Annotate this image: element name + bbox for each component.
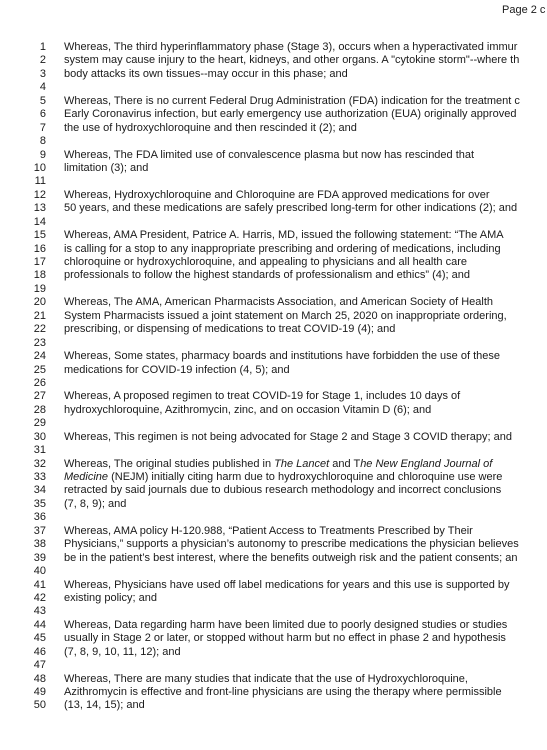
line-text <box>64 54 519 67</box>
document-line <box>0 404 547 417</box>
text-segment: professionals to follow the highest standards of professionalism and ethics” (4); and <box>64 269 470 282</box>
document-line <box>0 243 547 256</box>
line-text <box>64 122 357 135</box>
line-number: 32 <box>33 457 46 470</box>
line-text <box>64 404 431 417</box>
document-line <box>0 81 547 94</box>
text-segment: hydroxychloroquine, Azithromycin, zinc, and on occasion Vitamin D (6); and <box>64 403 432 416</box>
line-number: 42 <box>33 591 46 604</box>
text-segment: the use of hydroxychloroquine and then rescinded it (2); and <box>64 121 357 134</box>
line-text <box>64 149 474 162</box>
line-number: 8 <box>39 135 46 148</box>
document-line <box>0 673 547 686</box>
line-text <box>64 458 492 471</box>
text-segment: Physicians,” supports a physician’s autonomy to prescribe medications the physician believes <box>64 538 519 551</box>
line-text <box>64 673 468 686</box>
line-number: 29 <box>33 417 46 430</box>
line-number: 18 <box>33 269 46 282</box>
document-line <box>0 135 547 148</box>
line-number: 23 <box>33 336 46 349</box>
line-number: 50 <box>33 699 46 712</box>
line-number: 21 <box>33 309 46 322</box>
text-segment: body attacks its own tissues--may occur in this phase; and <box>64 67 348 80</box>
line-number: 10 <box>33 161 46 174</box>
text-segment: Whereas, Physicians have used off label medications for years and this use is supported by <box>64 578 510 591</box>
line-number: 28 <box>33 403 46 416</box>
line-text <box>64 189 490 202</box>
line-number: 44 <box>33 618 46 631</box>
text-segment: (NEJM) initially citing harm due to hydroxychloroquine and chloroquine use were <box>108 471 503 483</box>
line-number: 31 <box>33 444 46 457</box>
line-number: 41 <box>33 578 46 591</box>
line-text <box>64 269 470 282</box>
italic-text-segment: he New England Journal of <box>360 457 493 470</box>
line-number: 25 <box>33 363 46 376</box>
document-body <box>0 41 547 713</box>
line-number: 17 <box>33 256 46 268</box>
text-segment: Whereas, This regimen is not being advocated for Stage 2 and Stage 3 COVID therapy; and <box>64 430 513 443</box>
line-number: 2 <box>39 54 46 67</box>
italic-text-segment: Medicine <box>64 471 109 483</box>
text-segment: Whereas, The third hyperinflammatory phase (Stage 3), occurs when a hyperactivated immur <box>64 41 518 53</box>
document-line <box>0 592 547 605</box>
document-line <box>0 605 547 618</box>
document-line <box>0 552 547 565</box>
text-segment: 50 years, and these medications are safely prescribed long-term for other indications (2); and <box>64 202 518 215</box>
document-line <box>0 659 547 672</box>
text-segment: Whereas, Data regarding harm have been limited due to poorly designed studies or studies <box>64 618 508 631</box>
line-number: 7 <box>39 121 46 134</box>
line-text <box>64 525 473 538</box>
line-number: 4 <box>39 81 46 94</box>
document-line <box>0 269 547 282</box>
document-line <box>0 458 547 471</box>
line-number: 48 <box>33 672 46 685</box>
line-number: 5 <box>39 94 46 107</box>
line-text <box>64 256 467 269</box>
document-line <box>0 484 547 497</box>
line-text <box>64 552 518 565</box>
line-number: 34 <box>33 484 46 497</box>
line-number: 40 <box>33 565 46 578</box>
text-segment: Whereas, There is no current Federal Drug Administration (FDA) indication for the treatment c <box>64 94 520 107</box>
line-text <box>64 229 504 242</box>
line-number: 30 <box>33 430 46 443</box>
line-number: 47 <box>33 659 46 672</box>
document-line <box>0 417 547 430</box>
line-number: 12 <box>33 188 46 201</box>
document-line <box>0 686 547 699</box>
text-segment: Whereas, Some states, pharmacy boards and institutions have forbidden the use of these <box>64 350 500 363</box>
line-text <box>64 619 507 632</box>
document-line <box>0 256 547 269</box>
line-number: 38 <box>33 538 46 551</box>
line-number: 22 <box>33 323 46 336</box>
text-segment: Whereas, A proposed regimen to treat COVID-19 for Stage 1, includes 10 days of <box>64 390 461 403</box>
document-line <box>0 229 547 242</box>
document-line <box>0 619 547 632</box>
text-segment: chloroquine or hydroxychloroquine, and appealing to physicians and all health care <box>64 256 467 268</box>
line-number: 11 <box>34 175 46 188</box>
text-segment: existing policy; and <box>64 591 157 604</box>
line-number: 6 <box>39 108 46 121</box>
document-line <box>0 337 547 350</box>
document-line <box>0 471 547 484</box>
line-text <box>64 95 520 108</box>
document-line <box>0 108 547 121</box>
line-text <box>64 431 512 444</box>
text-segment: and T <box>329 457 361 470</box>
line-text <box>64 632 506 645</box>
text-segment: Whereas, AMA President, Patrice A. Harris, MD, issued the following statement: “The AMA <box>64 229 504 242</box>
line-text <box>64 699 145 712</box>
line-number: 19 <box>33 282 46 295</box>
document-line <box>0 646 547 659</box>
line-text <box>64 498 126 511</box>
line-number: 15 <box>33 229 46 242</box>
document-line <box>0 296 547 309</box>
text-segment: be in the patient’s best interest, where the benefits outweigh risk and the patient consents; an <box>64 551 518 564</box>
line-number: 45 <box>33 632 46 645</box>
line-text <box>64 364 290 377</box>
document-line <box>0 41 547 54</box>
line-text <box>64 471 502 484</box>
line-text <box>64 484 501 497</box>
document-line <box>0 632 547 645</box>
line-number: 13 <box>33 202 46 215</box>
line-number: 9 <box>39 148 46 161</box>
line-text <box>64 202 517 215</box>
document-line <box>0 350 547 363</box>
line-number: 27 <box>33 390 46 403</box>
text-segment: limitation (3); and <box>64 161 149 174</box>
text-segment: (13, 14, 15); and <box>64 699 145 712</box>
document-line <box>0 498 547 511</box>
line-number: 14 <box>33 215 46 228</box>
document-line <box>0 122 547 135</box>
line-text <box>64 592 157 605</box>
line-text <box>64 350 500 363</box>
text-segment: Whereas, Hydroxychloroquine and Chloroquine are FDA approved medications for over <box>64 188 490 201</box>
text-segment: (7, 8, 9, 10, 11, 12); and <box>64 645 181 658</box>
document-line <box>0 431 547 444</box>
line-text <box>64 686 502 699</box>
document-line <box>0 538 547 551</box>
text-segment: Whereas, The original studies published in <box>64 457 275 470</box>
line-number: 46 <box>33 645 46 658</box>
line-text <box>64 579 510 592</box>
document-line <box>0 699 547 712</box>
document-line <box>0 95 547 108</box>
line-number: 3 <box>39 67 46 80</box>
line-text <box>64 390 460 403</box>
text-segment: retracted by said journals due to dubious research methodology and incorrect conclusions <box>64 484 502 497</box>
line-text <box>64 68 348 81</box>
line-number: 49 <box>33 686 46 698</box>
line-number: 43 <box>33 605 46 618</box>
line-text <box>64 296 493 309</box>
line-text <box>64 538 519 551</box>
text-segment: is calling for a stop to any inappropriate prescribing and ordering of medications, including <box>64 242 501 255</box>
line-number: 33 <box>33 471 46 483</box>
text-segment: medications for COVID-19 infection (4, 5); and <box>64 363 290 376</box>
text-segment: Early Coronavirus infection, but early emergency use authorization (EUA) originally approved <box>64 108 517 121</box>
text-segment: prescribing, or dispensing of medications to treat COVID-19 (4); and <box>64 323 396 336</box>
document-line <box>0 390 547 403</box>
document-line <box>0 216 547 229</box>
line-text <box>64 310 507 323</box>
document-line <box>0 283 547 296</box>
line-text <box>64 108 516 121</box>
document-line <box>0 162 547 175</box>
document-line <box>0 444 547 457</box>
document-line <box>0 68 547 81</box>
document-line <box>0 565 547 578</box>
line-number: 35 <box>33 497 46 510</box>
document-line <box>0 149 547 162</box>
document-line <box>0 202 547 215</box>
text-segment: Whereas, The AMA, American Pharmacists Association, and American Society of Health <box>64 296 493 309</box>
line-number: 26 <box>33 376 46 389</box>
document-line <box>0 175 547 188</box>
text-segment: system may cause injury to the heart, kidneys, and other organs. A "cytokine storm"--where th <box>64 54 520 67</box>
document-line <box>0 323 547 336</box>
text-segment: Azithromycin is effective and front-line physicians are using the therapy where permissible <box>64 686 502 698</box>
text-segment: usually in Stage 2 or later, or stopped without harm but no effect in phase 2 and hypothesis <box>64 632 506 645</box>
document-line <box>0 525 547 538</box>
line-number: 37 <box>33 524 46 537</box>
document-line <box>0 189 547 202</box>
text-segment: Whereas, There are many studies that indicate that the use of Hydroxychloroquine, <box>64 672 468 685</box>
text-segment: System Pharmacists issued a joint statement on March 25, 2020 on inappropriate ordering, <box>64 309 507 322</box>
line-text <box>64 162 148 175</box>
line-number: 20 <box>33 296 46 309</box>
text-segment: Whereas, The FDA limited use of convalescence plasma but now has rescinded that <box>64 148 475 161</box>
text-segment: (7, 8, 9); and <box>64 497 127 510</box>
document-line <box>0 511 547 524</box>
document-line <box>0 579 547 592</box>
line-text <box>64 323 395 336</box>
document-line <box>0 377 547 390</box>
document-line <box>0 364 547 377</box>
line-number: 16 <box>33 242 46 255</box>
italic-text-segment: The Lancet <box>274 457 330 470</box>
page-number-label: Page 2 c <box>502 4 546 16</box>
document-line <box>0 310 547 323</box>
line-text <box>64 41 517 54</box>
line-text <box>64 243 501 256</box>
line-number: 36 <box>33 511 46 524</box>
line-number: 39 <box>33 551 46 564</box>
text-segment: Whereas, AMA policy H-120.988, “Patient Access to Treatments Prescribed by Their <box>64 524 473 537</box>
document-line <box>0 54 547 67</box>
line-number: 1 <box>39 41 46 53</box>
line-text <box>64 646 181 659</box>
line-number: 24 <box>33 350 46 363</box>
